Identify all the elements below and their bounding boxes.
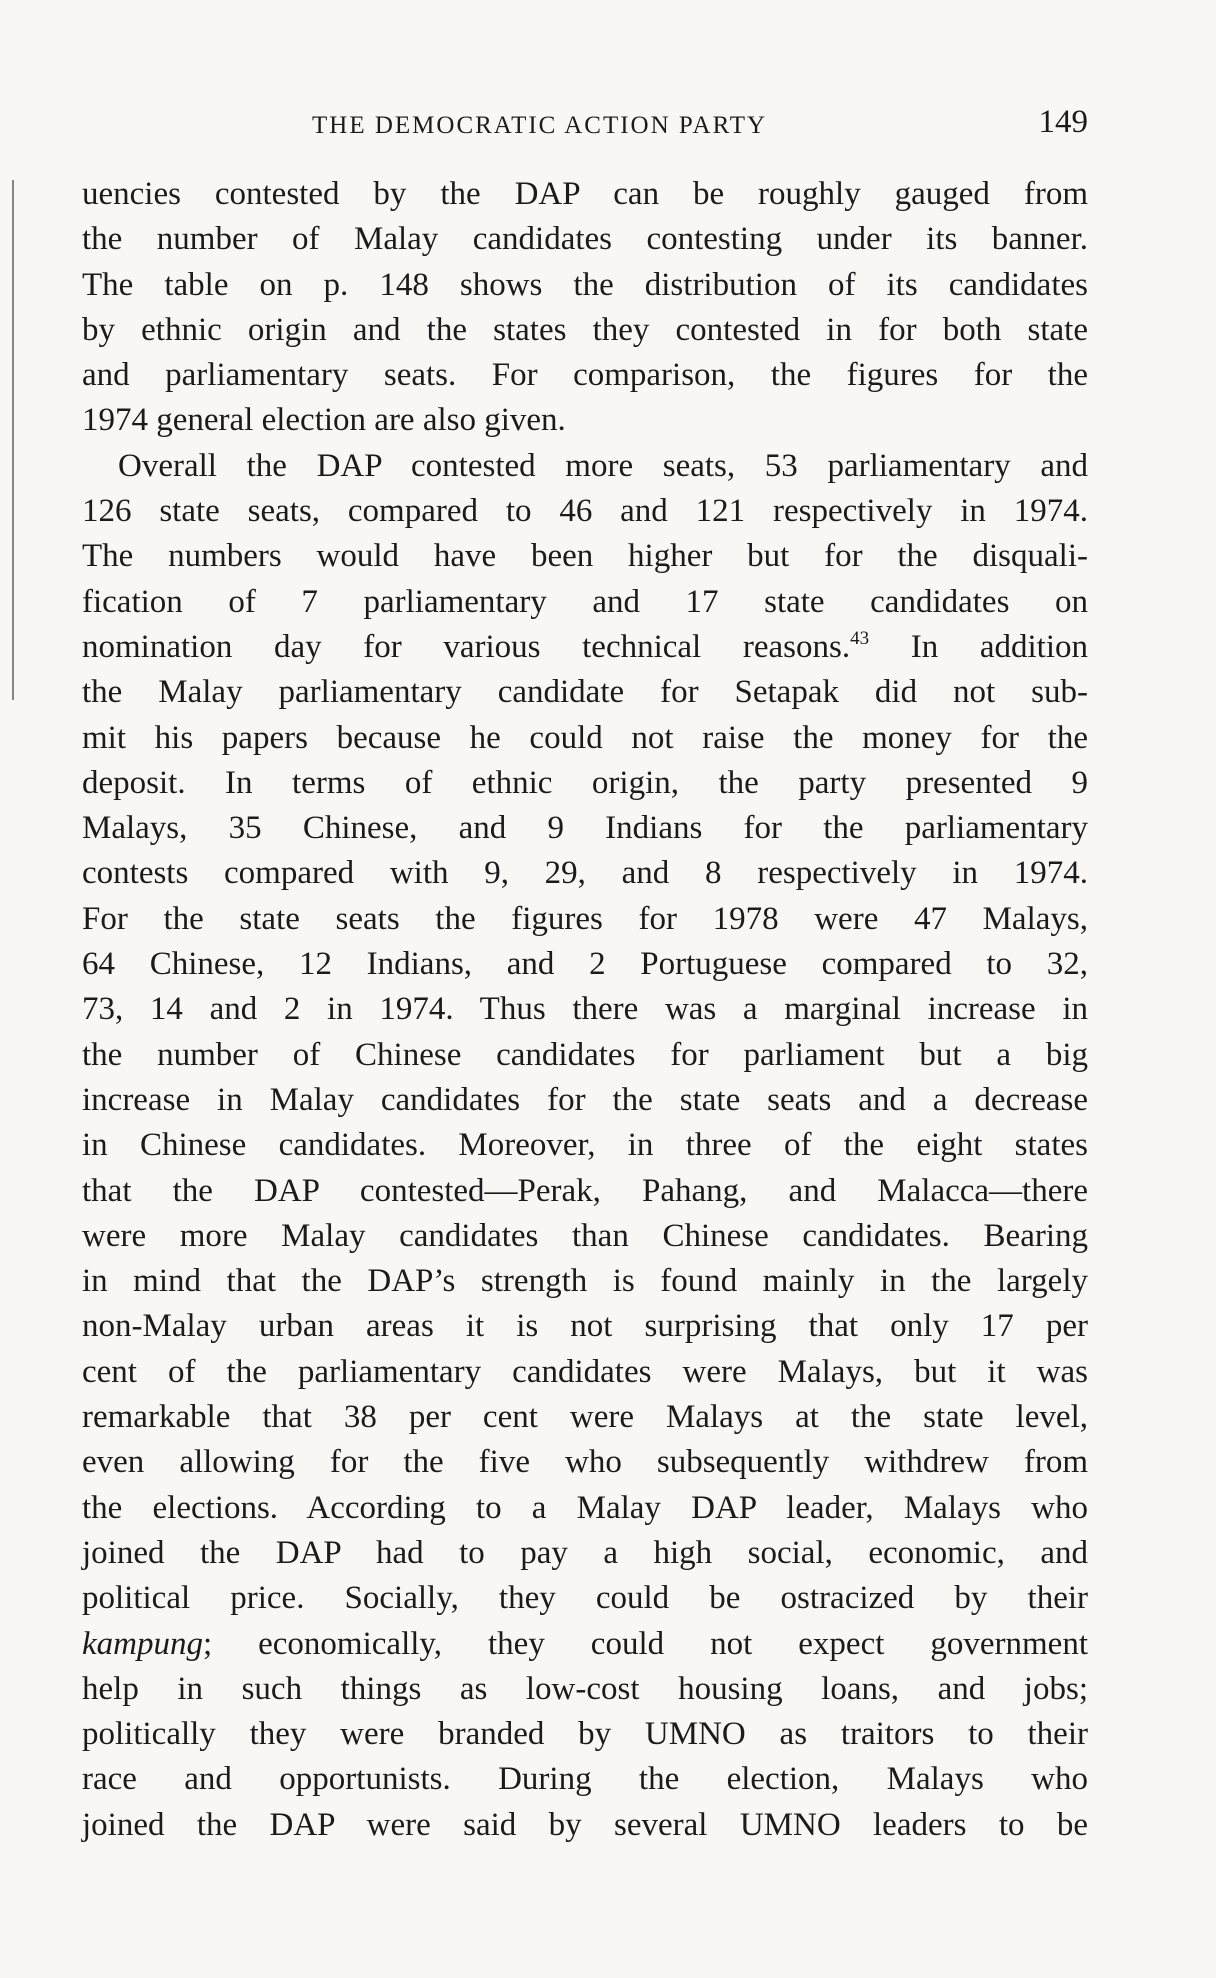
- text-line: were more Malay candidates than Chinese candidates. Bearing: [82, 1217, 1088, 1254]
- text-line: the number of Chinese candidates for parliament but a big: [82, 1036, 1088, 1073]
- text-line: in mind that the DAP’s strength is found mainly in the largely: [82, 1263, 1088, 1300]
- page-number: 149: [1038, 104, 1088, 140]
- text-segment: ; economically, they could not expect government: [202, 1625, 1088, 1662]
- binding-edge: [12, 180, 14, 700]
- text-line: For the state seats the figures for 1978 were 47 Malays,: [82, 900, 1088, 937]
- footnote-reference: 43: [850, 627, 870, 649]
- text-line: Overall the DAP contested more seats, 53 parliamentary and: [118, 447, 1088, 484]
- page-header: [82, 104, 1088, 148]
- text-line: joined the DAP had to pay a high social, economic, and: [82, 1534, 1088, 1571]
- text-line: mit his papers because he could not raise the money for the: [82, 719, 1088, 756]
- text-line: in Chinese candidates. Moreover, in three of the eight states: [82, 1127, 1088, 1164]
- text-line: cent of the parliamentary candidates were Malays, but it was: [82, 1353, 1088, 1390]
- text-line: political price. Socially, they could be ostracized by their: [82, 1580, 1088, 1617]
- text-line: The numbers would have been higher but for the disquali-: [82, 538, 1088, 575]
- body-text: [82, 172, 1088, 1848]
- text-line: even allowing for the five who subsequently withdrew from: [82, 1444, 1088, 1481]
- running-head: THE DEMOCRATIC ACTION PARTY: [312, 112, 768, 139]
- italic-term: kampung: [82, 1625, 203, 1662]
- text-line: remarkable that 38 per cent were Malays at the state level,: [82, 1399, 1088, 1436]
- text-line: 126 state seats, compared to 46 and 121 respectively in 1974.: [82, 493, 1088, 530]
- text-line: 64 Chinese, 12 Indians, and 2 Portuguese compared to 32,: [82, 946, 1088, 983]
- text-line: the number of Malay candidates contesting under its banner.: [82, 221, 1088, 258]
- text-line: [82, 1622, 1088, 1667]
- text-line: Malays, 35 Chinese, and 9 Indians for the parliamentary: [82, 810, 1088, 847]
- text-line: the Malay parliamentary candidate for Setapak did not sub-: [82, 674, 1088, 711]
- text-line: fication of 7 parliamentary and 17 state candidates on: [82, 583, 1088, 620]
- text-line: joined the DAP were said by several UMNO leaders to be: [82, 1806, 1088, 1843]
- text-line: 1974 general election are also given.: [82, 402, 566, 439]
- text-line: increase in Malay candidates for the state seats and a decrease: [82, 1081, 1088, 1118]
- text-segment: In addition: [910, 628, 1088, 665]
- text-line: race and opportunists. During the election, Malays who: [82, 1761, 1088, 1798]
- text-line: that the DAP contested—Perak, Pahang, and Malacca—there: [82, 1172, 1088, 1209]
- text-line: non-Malay urban areas it is not surprising that only 17 per: [82, 1308, 1088, 1345]
- text-line: help in such things as low-cost housing loans, and jobs;: [82, 1670, 1088, 1707]
- text-line: deposit. In terms of ethnic origin, the party presented 9: [82, 764, 1088, 801]
- text-line: 73, 14 and 2 in 1974. Thus there was a marginal increase in: [82, 991, 1088, 1028]
- text-line: by ethnic origin and the states they contested in for both state: [82, 311, 1088, 348]
- text-line: [82, 625, 1088, 670]
- text-line: contests compared with 9, 29, and 8 respectively in 1974.: [82, 855, 1088, 892]
- text-line: the elections. According to a Malay DAP leader, Malays who: [82, 1489, 1088, 1526]
- text-line: politically they were branded by UMNO as traitors to their: [82, 1716, 1088, 1753]
- text-line: uencies contested by the DAP can be roughly gauged from: [82, 176, 1088, 212]
- text-segment: nomination day for various technical reasons.: [82, 628, 851, 665]
- text-line: The table on p. 148 shows the distribution of its candidates: [82, 266, 1088, 303]
- text-line: and parliamentary seats. For comparison, the figures for the: [82, 357, 1088, 394]
